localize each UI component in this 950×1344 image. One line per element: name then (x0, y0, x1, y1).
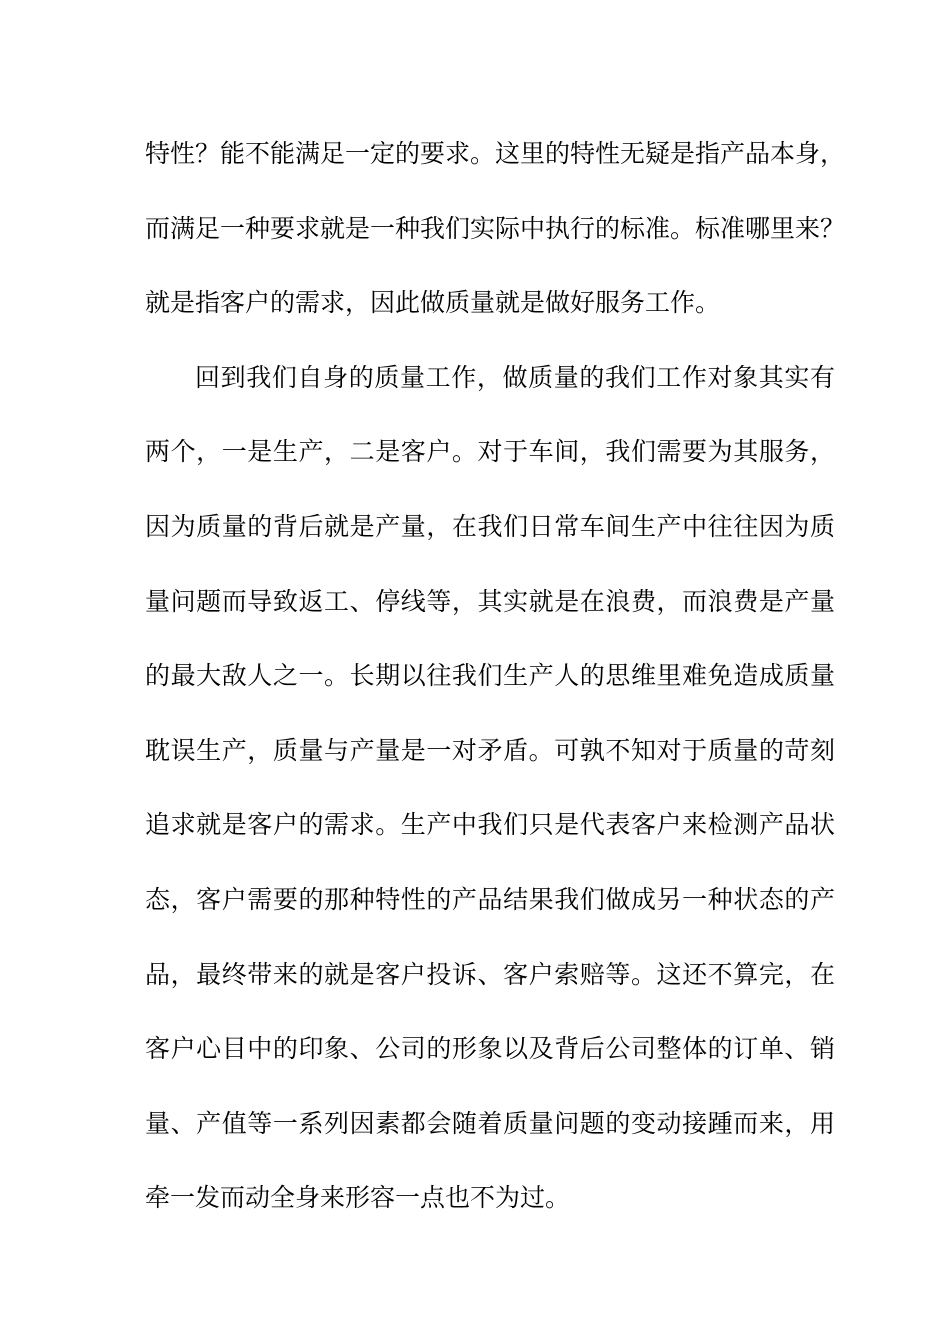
text-line: 特性？能不能满足一定的要求。这里的特性无疑是指产品本身， (145, 139, 846, 168)
text-line: 因为质量的背后就是产量，在我们日常车间生产中往往因为质 (145, 511, 835, 541)
text-line: 追求就是客户的需求。生产中我们只是代表客户来检测产品状 (145, 810, 835, 840)
text-line: 的最大敌人之一。长期以往我们生产人的思维里难免造成质量 (145, 661, 835, 691)
text-line: 量问题而导致返工、停线等，其实就是在浪费，而浪费是产量 (145, 586, 835, 616)
text-line: 品，最终带来的就是客户投诉、客户索赔等。这还不算完，在 (145, 959, 835, 989)
document-body (145, 117, 846, 1236)
text-line: 态，客户需要的那种特性的产品结果我们做成另一种状态的产 (145, 884, 835, 914)
text-line: 牵一发而动全身来形容一点也不为过。 (145, 1183, 571, 1213)
text-line: 量、产值等一系列因素都会随着质量问题的变动接踵而来，用 (145, 1108, 835, 1138)
text-line: 耽误生产，质量与产量是一对矛盾。可孰不知对于质量的苛刻 (145, 735, 835, 765)
text-line: 而满足一种要求就是一种我们实际中执行的标准。标准哪里来？ (145, 213, 846, 243)
paragraph-first-line: 回到我们自身的质量工作，做质量的我们工作对象其实有 (195, 362, 835, 392)
text-line: 客户心目中的印象、公司的形象以及背后公司整体的订单、销 (145, 1034, 835, 1064)
text-line: 两个，一是生产，二是客户。对于车间，我们需要为其服务， (145, 437, 835, 467)
text-line: 就是指客户的需求，因此做质量就是做好服务工作。 (145, 288, 721, 318)
